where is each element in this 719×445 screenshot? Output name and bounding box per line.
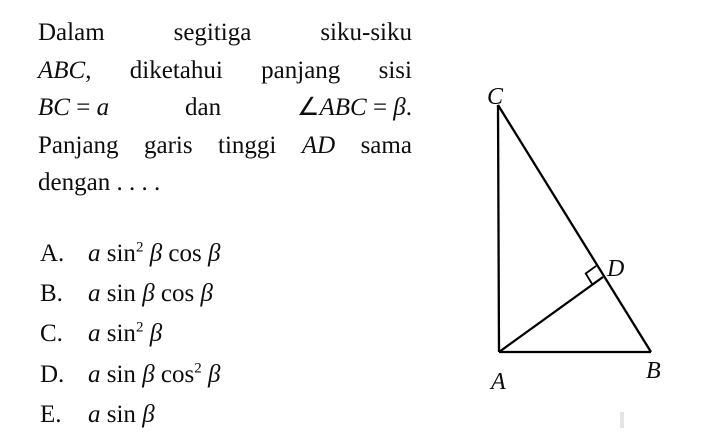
text-run: dan	[185, 94, 222, 122]
text-run: diketahui	[129, 56, 223, 84]
superscript: 2	[135, 320, 144, 337]
text-run: sisi	[378, 56, 412, 84]
math-italic-run: β	[135, 400, 155, 428]
option-letter: E.	[40, 400, 62, 428]
text-run: siku-siku	[320, 19, 412, 46]
math-italic-run: β	[201, 360, 221, 388]
text-run: dengan . . . .	[38, 169, 161, 197]
text-run: .	[405, 94, 412, 122]
math-italic-run: β	[194, 280, 213, 308]
edge-AD	[499, 277, 603, 352]
text-run: sin	[100, 320, 136, 348]
text-run: cos	[154, 360, 195, 388]
superscript: 2	[194, 360, 202, 377]
math-italic-run: ABC	[319, 94, 367, 122]
text-run: Panjang	[38, 131, 119, 159]
vertex-label-a: A	[491, 369, 506, 395]
math-italic-run: a	[88, 280, 101, 308]
math-italic-run: β	[201, 240, 221, 267]
text-run: cos	[154, 280, 195, 308]
vertex-label-d: D	[607, 256, 625, 282]
text-run: tinggi	[218, 131, 277, 159]
math-italic-run: BC	[38, 94, 70, 122]
vertex-label-c: C	[487, 84, 504, 110]
text-run: sin	[100, 360, 136, 388]
text-run: sama	[360, 131, 412, 159]
math-italic-run: ABC	[38, 56, 86, 84]
math-italic-run: β	[143, 240, 163, 267]
edge-CB	[498, 105, 651, 352]
math-italic-run: a	[88, 240, 101, 267]
text-run: garis	[143, 131, 193, 159]
caret-artifact	[620, 412, 624, 428]
math-italic-run: β	[135, 280, 155, 308]
math-italic-run: a	[96, 94, 110, 122]
text-run: sin	[100, 400, 136, 428]
edge-AC	[498, 105, 499, 352]
text-run: ∠	[297, 94, 320, 122]
text-run: sin	[100, 280, 136, 308]
option-letter: B.	[40, 280, 63, 308]
text-run: segitiga	[173, 19, 252, 46]
math-italic-run: a	[88, 320, 101, 348]
math-italic-run: a	[88, 400, 101, 428]
option-letter: C.	[40, 320, 63, 348]
text-run: Dalam	[38, 19, 105, 46]
math-italic-run: AD	[301, 131, 336, 159]
superscript: 2	[135, 239, 144, 256]
math-italic-run: β	[393, 94, 406, 122]
math-italic-run: a	[88, 360, 101, 388]
option-letter: A.	[40, 240, 65, 267]
text-run: =	[69, 94, 97, 122]
math-italic-run: β	[143, 320, 163, 348]
math-italic-run: β	[135, 360, 155, 388]
text-run: ,	[85, 56, 92, 84]
text-run: =	[366, 94, 394, 122]
option-letter: D.	[40, 360, 65, 388]
vertex-label-b: B	[646, 358, 661, 384]
text-run: cos	[162, 240, 202, 267]
text-run: panjang	[261, 56, 341, 84]
text-run: sin	[100, 240, 136, 267]
